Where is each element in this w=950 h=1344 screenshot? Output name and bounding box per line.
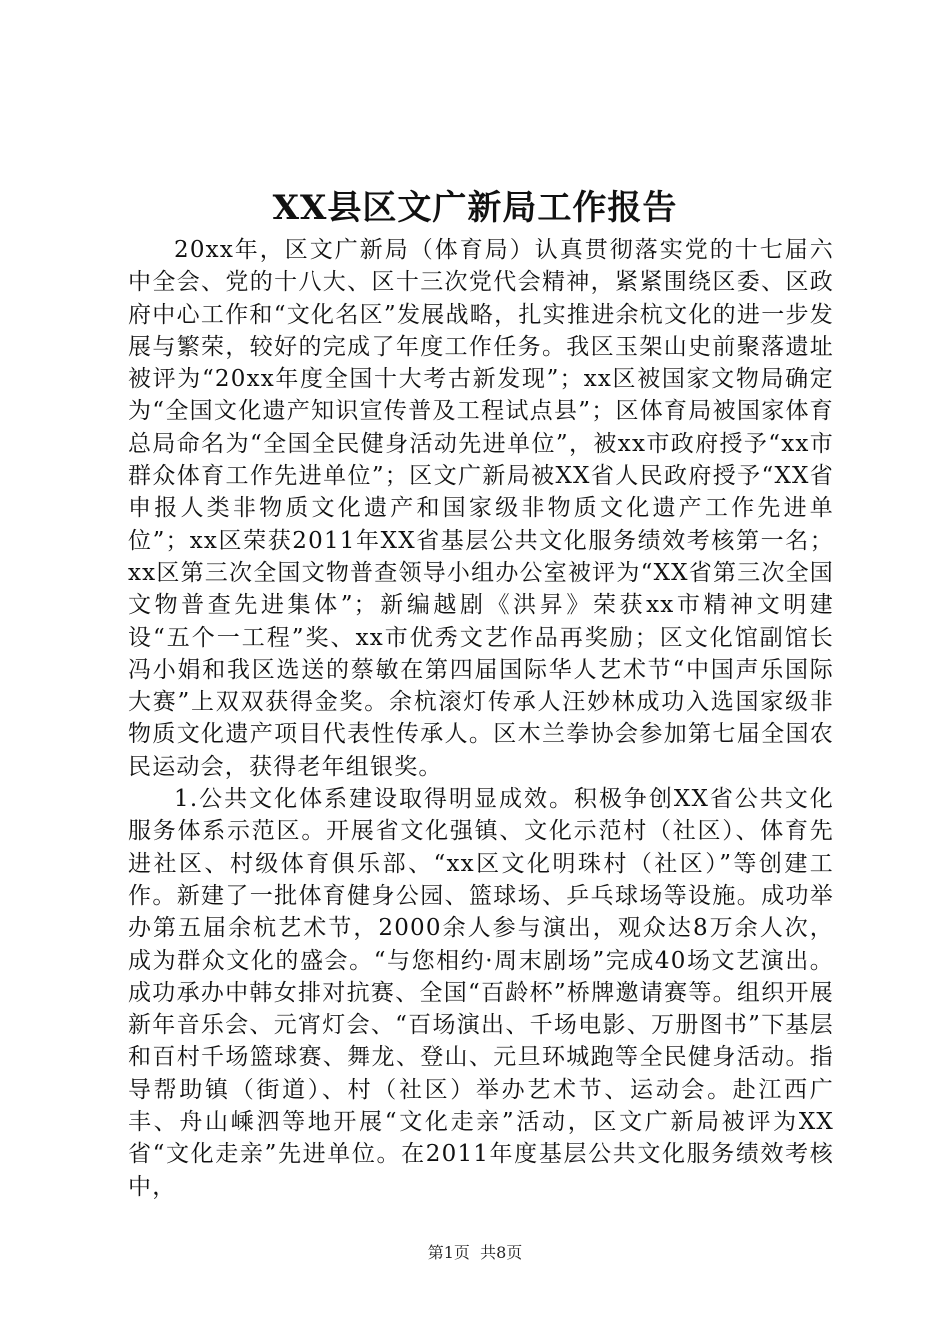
paragraph-section-1: 1.公共文化体系建设取得明显成效。积极争创XX省公共文化服务体系示范区。开展省文化强镇、文化示范村（社区）、体育先进社区、村级体育俱乐部、“xx区文化明珠村（社区）”等创建工作。新建了一批体育健身公园、篮球场、乒乓球场等设施。成功举办第五届余杭艺术节，2000余人参与演出，观众达8万余人次，成为群众文化的盛会。“与您相约·周末剧场”完成40场文艺演出。成功承办中韩女排对抗赛、全国“百龄杯”桥牌邀请赛等。组织开展新年音乐会、元宵灯会、“百场演出、千场电影、万册图书”下基层和百村千场篮球赛、舞龙、登山、元旦环城跑等全民健身活动。指导帮助镇（街道）、村（社区）举办艺术节、运动会。赴江西广丰、舟山嵊泗等地开展“文化走亲”活动，区文广新局被评为XX省“文化走亲”先进单位。在2011年度基层公共文化服务绩效考核中，: [128, 786, 834, 1200]
document-body: [128, 234, 834, 1203]
page-number: 第1页: [427, 1243, 470, 1262]
page-footer: [0, 1242, 950, 1264]
page-total: 共8页: [480, 1243, 523, 1262]
paragraph-intro: 20xx年，区文广新局（体育局）认真贯彻落实党的十七届六中全会、党的十八大、区十三次党代会精神，紧紧围绕区委、区政府中心工作和“文化名区”发展战略，扎实推进余杭文化的进一步发展与繁荣，较好的完成了年度工作任务。我区玉架山史前聚落遗址被评为“20xx年度全国十大考古新发现”；xx区被国家文物局确定为“全国文化遗产知识宣传普及工程试点县”；区体育局被国家体育总局命名为“全国全民健身活动先进单位”，被xx市政府授予“xx市群众体育工作先进单位”；区文广新局被XX省人民政府授予“XX省申报人类非物质文化遗产和国家级非物质文化遗产工作先进单位”；xx区荣获2011年XX省基层公共文化服务绩效考核第一名；xx区第三次全国文物普查领导小组办公室被评为“XX省第三次全国文物普查先进集体”；新编越剧《洪昇》荣获xx市精神文明建设“五个一工程”奖、xx市优秀文艺作品再奖励；区文化馆副馆长冯小娟和我区选送的蔡敏在第四届国际华人艺术节“中国声乐国际大赛”上双双获得金奖。余杭滚灯传承人汪妙林成功入选国家级非物质文化遗产项目代表性传承人。区木兰拳协会参加第七届全国农民运动会，获得老年组银奖。: [128, 237, 834, 780]
document-title: XX县区文广新局工作报告: [272, 188, 678, 228]
